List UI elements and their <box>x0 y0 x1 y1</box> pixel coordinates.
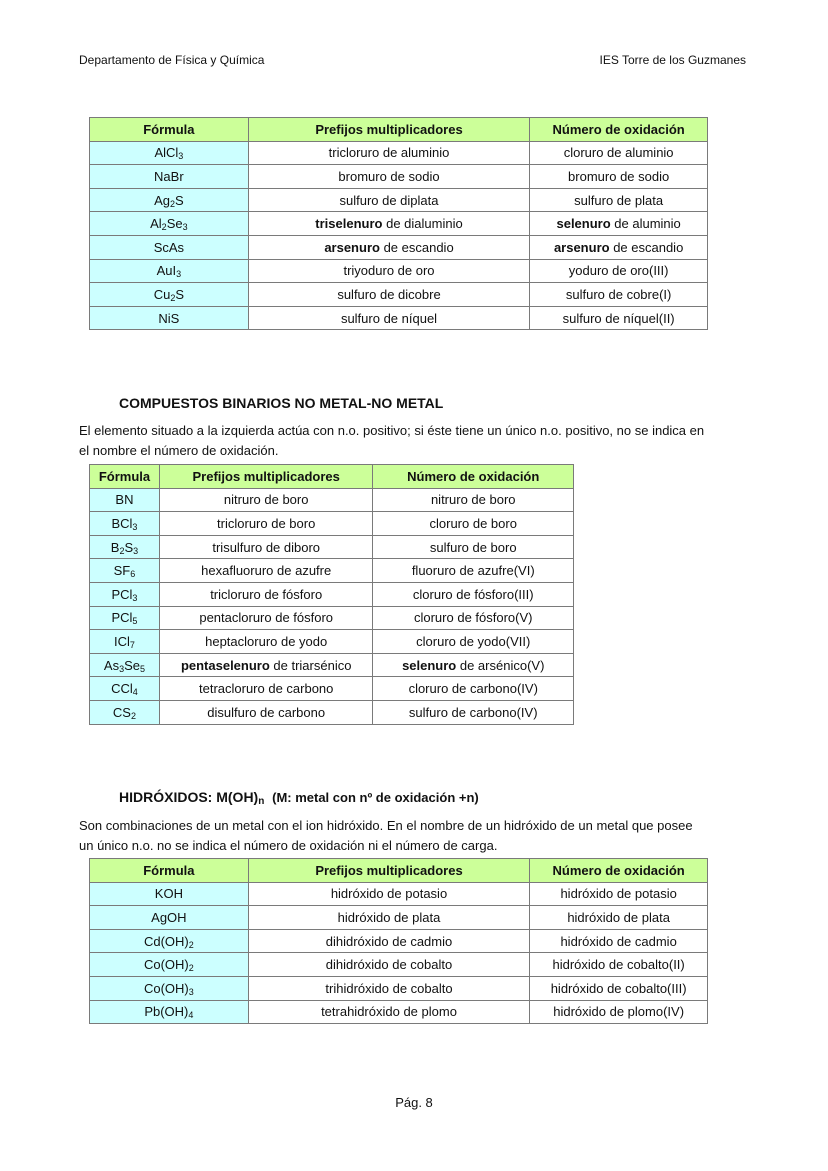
text-segment: trihidróxido de cobalto <box>325 980 453 996</box>
text-segment: pentacloruro de fósforo <box>199 610 334 626</box>
text-segment: Se <box>166 216 183 232</box>
paragraph-line: el nombre el número de oxidación. <box>79 442 279 458</box>
text-segment: Se <box>124 657 140 673</box>
text-segment: sulfuro de carbono(IV) <box>408 704 538 720</box>
subscript: 2 <box>169 198 175 209</box>
text-segment: de dialuminio <box>382 216 463 232</box>
cell-formula <box>90 677 160 701</box>
text-segment: dihidróxido de cobalto <box>325 957 453 973</box>
header-right: IES Torre de los Guzmanes <box>599 53 746 67</box>
text-segment: heptacloruro de yodo <box>205 633 328 649</box>
table-row <box>90 235 708 259</box>
table-row <box>90 582 574 606</box>
header-left: Departamento de Física y Química <box>79 53 265 67</box>
table-row <box>90 882 708 906</box>
text-segment: triselenuro <box>315 216 383 232</box>
cell-oxidacion <box>530 235 708 259</box>
text-segment: nitruro de boro <box>430 492 516 508</box>
table-header-row <box>90 859 708 883</box>
text-segment: de escandio <box>379 239 454 255</box>
text-segment: PCl <box>111 610 133 626</box>
text-segment: CCl <box>111 681 133 697</box>
text-segment: fluoruro de azufre(VI) <box>411 563 535 579</box>
text-segment: selenuro <box>402 657 457 673</box>
text-segment: tricloruro de fósforo <box>210 586 323 602</box>
subscript: 3 <box>178 151 184 162</box>
table-row <box>90 488 574 512</box>
section-paragraph <box>79 421 759 460</box>
table-row <box>90 677 574 701</box>
cell-prefijos <box>159 535 373 559</box>
cell-prefijos <box>248 235 530 259</box>
cell-prefijos <box>159 512 373 536</box>
cell-prefijos <box>248 165 530 189</box>
cell-oxidacion <box>373 700 574 724</box>
cell-prefijos <box>248 141 530 165</box>
text-segment: tricloruro de aluminio <box>328 145 450 161</box>
cell-oxidacion <box>373 512 574 536</box>
table-row <box>90 700 574 724</box>
text-segment: de aluminio <box>610 216 681 232</box>
text-segment: Al <box>150 216 162 232</box>
text-segment: de arsénico(V) <box>456 657 545 673</box>
cell-oxidacion <box>373 677 574 701</box>
cell-oxidacion <box>530 906 708 930</box>
table-header-row <box>90 465 574 489</box>
text-segment: ICl <box>114 633 130 649</box>
text-segment: hidróxido de cobalto(III) <box>550 980 687 996</box>
paragraph-line: El elemento situado a la izquierda actúa con n.o. positivo; si éste tiene un único n.o. positivo, no se indica en <box>79 423 705 438</box>
table-row <box>90 306 708 330</box>
page-number: Pág. 8 <box>395 1095 433 1110</box>
column-header-formula: Fórmula <box>90 465 160 489</box>
text-segment: triyoduro de oro <box>343 263 435 279</box>
title-subscript: n <box>258 796 265 807</box>
text-segment: hidróxido de plata <box>567 909 670 925</box>
cell-oxidacion <box>373 559 574 583</box>
subscript: 4 <box>188 1010 194 1021</box>
text-segment: sulfuro de diplata <box>339 192 439 208</box>
cell-oxidacion <box>373 630 574 654</box>
subscript: 2 <box>188 963 194 974</box>
column-header-oxidacion: Número de oxidación <box>373 465 574 489</box>
text-segment: sulfuro de boro <box>429 539 517 555</box>
cell-prefijos <box>159 606 373 630</box>
cell-formula <box>90 630 160 654</box>
cell-formula <box>90 165 249 189</box>
cell-oxidacion <box>530 882 708 906</box>
table-binary-metal <box>89 117 708 330</box>
cell-oxidacion <box>530 929 708 953</box>
cell-prefijos <box>248 953 530 977</box>
cell-formula <box>90 953 249 977</box>
text-segment: selenuro <box>556 216 611 232</box>
cell-formula <box>90 606 160 630</box>
cell-prefijos <box>159 700 373 724</box>
text-segment: pentaselenuro <box>180 657 270 673</box>
cell-formula <box>90 306 249 330</box>
table-row <box>90 259 708 283</box>
cell-oxidacion <box>373 606 574 630</box>
text-segment: SF <box>113 563 131 579</box>
cell-oxidacion <box>530 1000 708 1024</box>
column-header-prefijos: Prefijos multiplicadores <box>248 859 530 883</box>
text-segment: cloruro de aluminio <box>563 145 674 161</box>
text-segment: AuI <box>156 263 177 279</box>
text-segment: cloruro de fósforo(III) <box>412 586 534 602</box>
table-row <box>90 188 708 212</box>
subscript: 3 <box>188 986 194 997</box>
subscript: 3 <box>176 269 182 280</box>
text-segment: de escandio <box>609 239 684 255</box>
cell-oxidacion <box>373 582 574 606</box>
text-segment: tricloruro de boro <box>217 515 316 531</box>
text-segment: sulfuro de plata <box>574 192 664 208</box>
table-row <box>90 1000 708 1024</box>
text-segment: sulfuro de cobre(I) <box>565 286 672 302</box>
table-row <box>90 906 708 930</box>
section-title-no-metal: COMPUESTOS BINARIOS NO METAL-NO METAL <box>119 395 444 411</box>
subscript: 2 <box>161 222 167 233</box>
column-header-formula: Fórmula <box>90 118 249 142</box>
subscript: 2 <box>130 710 136 721</box>
table-row <box>90 141 708 165</box>
paragraph-line: Son combinaciones de un metal con el ion hidróxido. En el nombre de un hidróxido de un metal que posee <box>79 818 693 833</box>
column-header-oxidacion: Número de oxidación <box>530 118 708 142</box>
cell-formula <box>90 700 160 724</box>
text-segment: nitruro de boro <box>223 492 309 508</box>
text-segment: As <box>103 657 120 673</box>
text-segment: trisulfuro de diboro <box>212 539 321 555</box>
text-segment: S <box>174 192 184 208</box>
cell-oxidacion <box>530 306 708 330</box>
subscript: 3 <box>132 521 138 532</box>
cell-prefijos <box>248 283 530 307</box>
subscript: 3 <box>132 592 138 603</box>
subscript: 2 <box>188 939 194 950</box>
text-segment: hidróxido de cadmio <box>560 933 677 949</box>
cell-oxidacion <box>530 165 708 189</box>
cell-prefijos <box>248 882 530 906</box>
subscript: 7 <box>129 639 135 650</box>
text-segment: S <box>124 539 134 555</box>
paragraph-line: un único n.o. no se indica el número de oxidación ni el número de carga. <box>79 837 498 853</box>
subscript: 5 <box>132 616 138 627</box>
text-segment: sulfuro de níquel <box>340 310 438 326</box>
cell-formula <box>90 582 160 606</box>
cell-formula <box>90 235 249 259</box>
table-row <box>90 953 708 977</box>
text-segment: cloruro de fósforo(V) <box>413 610 533 626</box>
text-segment: Co(OH) <box>143 957 189 973</box>
cell-prefijos <box>248 259 530 283</box>
text-segment: S <box>175 286 185 302</box>
cell-formula <box>90 976 249 1000</box>
cell-oxidacion <box>530 212 708 236</box>
subscript: 6 <box>130 569 136 580</box>
text-segment: cloruro de carbono(IV) <box>408 681 538 697</box>
text-segment: tetracloruro de carbono <box>198 681 334 697</box>
table-row <box>90 212 708 236</box>
column-header-prefijos: Prefijos multiplicadores <box>248 118 530 142</box>
cell-oxidacion <box>530 188 708 212</box>
text-segment: AgOH <box>151 909 187 925</box>
cell-formula <box>90 188 249 212</box>
text-segment: AlCl <box>154 145 179 161</box>
cell-formula <box>90 906 249 930</box>
cell-oxidacion <box>373 535 574 559</box>
cell-formula <box>90 929 249 953</box>
text-segment: hidróxido de cobalto(II) <box>552 957 685 973</box>
cell-formula <box>90 512 160 536</box>
text-segment: arsenuro <box>553 239 610 255</box>
cell-prefijos <box>159 653 373 677</box>
title-note: (M: metal con nº de oxidación +n) <box>272 790 479 805</box>
text-segment: CS <box>112 704 131 720</box>
column-header-formula: Fórmula <box>90 859 249 883</box>
text-segment: hidróxido de potasio <box>330 886 448 902</box>
text-segment: bromuro de sodio <box>568 168 670 184</box>
cell-prefijos <box>248 306 530 330</box>
subscript: 5 <box>140 663 146 674</box>
cell-formula <box>90 559 160 583</box>
table-row <box>90 606 574 630</box>
table-row <box>90 283 708 307</box>
cell-prefijos <box>159 630 373 654</box>
text-segment: hidróxido de plata <box>337 909 441 925</box>
cell-formula <box>90 535 160 559</box>
text-segment: PCl <box>111 586 133 602</box>
table-row <box>90 165 708 189</box>
column-header-prefijos: Prefijos multiplicadores <box>159 465 373 489</box>
subscript: 2 <box>170 292 176 303</box>
cell-prefijos <box>248 976 530 1000</box>
table-row <box>90 630 574 654</box>
cell-prefijos <box>248 188 530 212</box>
table-row <box>90 976 708 1000</box>
section-title-hidroxidos <box>119 789 479 805</box>
cell-oxidacion <box>530 259 708 283</box>
cell-formula <box>90 283 249 307</box>
cell-prefijos <box>159 488 373 512</box>
cell-oxidacion <box>373 653 574 677</box>
cell-formula <box>90 141 249 165</box>
subscript: 3 <box>119 663 125 674</box>
text-segment: sulfuro de dicobre <box>337 286 441 302</box>
cell-prefijos <box>248 1000 530 1024</box>
cell-prefijos <box>159 559 373 583</box>
cell-prefijos <box>159 582 373 606</box>
text-segment: hidróxido de potasio <box>560 886 677 902</box>
text-segment: sulfuro de níquel(II) <box>562 310 675 326</box>
cell-prefijos <box>159 677 373 701</box>
text-segment: B <box>110 539 120 555</box>
table-row <box>90 559 574 583</box>
table-header-row <box>90 118 708 142</box>
text-segment: de triarsénico <box>269 657 352 673</box>
cell-formula <box>90 488 160 512</box>
text-segment: arsenuro <box>324 239 380 255</box>
table-row <box>90 512 574 536</box>
text-segment: ScAs <box>153 239 185 255</box>
text-segment: Cu <box>153 286 171 302</box>
cell-prefijos <box>248 212 530 236</box>
text-segment: hexafluoruro de azufre <box>201 563 332 579</box>
text-segment: Cd(OH) <box>143 933 189 949</box>
title-main: HIDRÓXIDOS: M(OH) <box>119 789 259 805</box>
cell-formula <box>90 212 249 236</box>
cell-oxidacion <box>373 488 574 512</box>
cell-oxidacion <box>530 976 708 1000</box>
text-segment: BN <box>115 492 134 508</box>
table-row <box>90 535 574 559</box>
table-row <box>90 929 708 953</box>
subscript: 2 <box>119 545 125 556</box>
cell-formula <box>90 1000 249 1024</box>
text-segment: cloruro de yodo(VII) <box>416 633 531 649</box>
cell-formula <box>90 259 249 283</box>
section-paragraph <box>79 816 759 855</box>
text-segment: disulfuro de carbono <box>207 704 326 720</box>
text-segment: NiS <box>158 310 180 326</box>
subscript: 3 <box>182 222 188 233</box>
column-header-oxidacion: Número de oxidación <box>530 859 708 883</box>
text-segment: yoduro de oro(III) <box>568 263 669 279</box>
cell-prefijos <box>248 929 530 953</box>
text-segment: hidróxido de plomo(IV) <box>553 1004 685 1020</box>
text-segment: BCl <box>111 515 133 531</box>
text-segment: bromuro de sodio <box>338 168 440 184</box>
cell-oxidacion <box>530 283 708 307</box>
text-segment: KOH <box>154 886 183 902</box>
text-segment: tetrahidróxido de plomo <box>321 1004 457 1020</box>
subscript: 4 <box>132 687 138 698</box>
table-row <box>90 653 574 677</box>
cell-oxidacion <box>530 953 708 977</box>
text-segment: Co(OH) <box>143 980 189 996</box>
cell-prefijos <box>248 906 530 930</box>
text-segment: Ag <box>154 192 170 208</box>
subscript: 3 <box>133 545 139 556</box>
table-no-metal <box>89 464 574 725</box>
text-segment: dihidróxido de cadmio <box>325 933 453 949</box>
cell-oxidacion <box>530 141 708 165</box>
text-segment: Pb(OH) <box>144 1004 189 1020</box>
text-segment: NaBr <box>154 168 184 184</box>
cell-formula <box>90 882 249 906</box>
cell-formula <box>90 653 160 677</box>
table-hidroxidos <box>89 858 708 1024</box>
text-segment: cloruro de boro <box>429 515 517 531</box>
